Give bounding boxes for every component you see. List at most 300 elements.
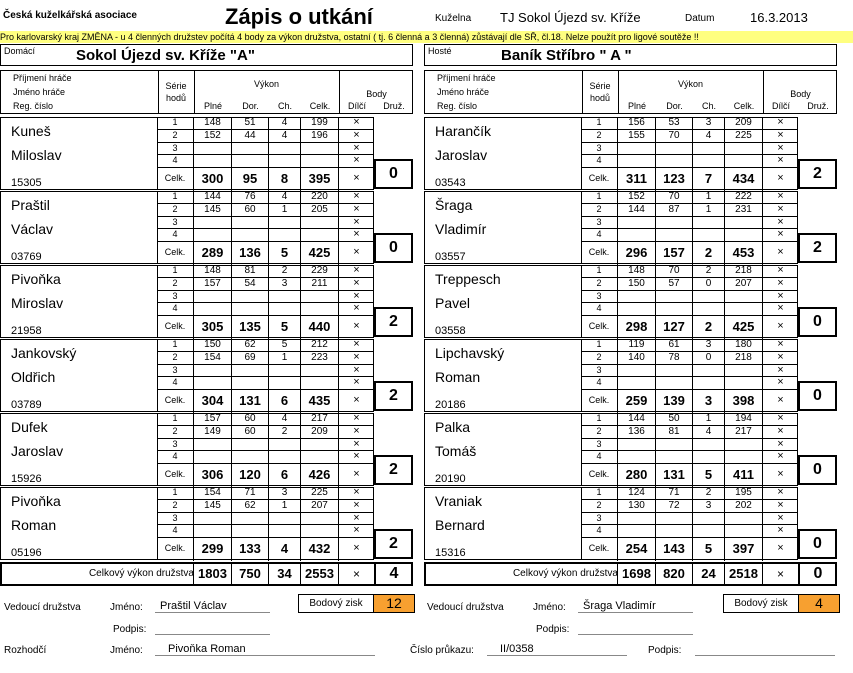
- away-col-body: Body: [790, 89, 811, 99]
- home-dilci-cross-icon: ×: [338, 352, 374, 364]
- home-series-row: [157, 241, 374, 264]
- away-team-points: 0: [798, 564, 836, 584]
- away-value-cell: 296: [617, 242, 655, 265]
- away-value-cell: [724, 229, 762, 241]
- home-team-total-cross-icon: ×: [338, 564, 374, 584]
- home-total-label: Celk.: [164, 395, 186, 406]
- away-series-row: [581, 203, 798, 215]
- away-player-points: 2: [798, 233, 837, 263]
- home-col-celk: Celk.: [309, 101, 331, 111]
- home-dilci-cross-icon: ×: [338, 500, 374, 512]
- away-series-number: 1: [596, 487, 602, 497]
- away-dilci-cross-icon: ×: [762, 316, 798, 339]
- away-series-number: 4: [596, 450, 602, 461]
- away-team-total-cell: 24: [692, 564, 724, 584]
- home-value-cell: [268, 229, 300, 241]
- away-value-cell: 136: [617, 426, 655, 438]
- home-player-firstname: Oldřich: [11, 369, 56, 385]
- home-series-number: 1: [172, 339, 178, 349]
- home-col-vykon: Výkon: [253, 79, 279, 89]
- home-player-reg: 05196: [11, 547, 42, 559]
- away-value-cell: 254: [617, 538, 655, 561]
- away-col-plne: Plné: [627, 101, 646, 111]
- home-player-block: [0, 117, 374, 191]
- home-value-cell: 211: [300, 278, 338, 290]
- away-player-points: 0: [798, 529, 837, 559]
- away-series-number: 1: [596, 265, 602, 275]
- home-player-surname: Dufek: [11, 419, 48, 435]
- away-value-cell: 70: [655, 191, 692, 203]
- away-series-row: [581, 450, 798, 462]
- home-value-cell: [300, 155, 338, 167]
- away-value-cell: 3: [692, 117, 724, 129]
- away-value-cell: [724, 155, 762, 167]
- away-series-number: 3: [596, 364, 602, 375]
- away-dilci-cross-icon: ×: [762, 291, 798, 303]
- away-value-cell: 144: [617, 204, 655, 216]
- away-dilci-cross-icon: ×: [762, 451, 798, 463]
- home-series-number: 4: [172, 524, 178, 535]
- home-team-points: 4: [374, 564, 412, 584]
- away-player-block: [424, 487, 798, 561]
- away-col-prijmeni: Příjmení hráče: [437, 73, 496, 83]
- home-dilci-cross-icon: ×: [338, 339, 374, 351]
- away-series-row: [581, 265, 798, 277]
- home-value-cell: 209: [300, 426, 338, 438]
- away-dilci-cross-icon: ×: [762, 217, 798, 229]
- away-value-cell: 87: [655, 204, 692, 216]
- away-value-cell: 218: [724, 352, 762, 364]
- away-value-cell: 61: [655, 339, 692, 351]
- away-value-cell: [617, 377, 655, 389]
- datum-label: Datum: [685, 13, 715, 24]
- home-series-number: 3: [172, 142, 178, 153]
- away-col-ch: Ch.: [701, 101, 716, 111]
- away-value-cell: [692, 377, 724, 389]
- away-series-number: 2: [596, 352, 602, 363]
- home-player-points: 2: [374, 455, 413, 485]
- home-player-block: [0, 413, 374, 487]
- away-player-surname: Šraga: [435, 197, 473, 213]
- home-col-serie: Série: [165, 81, 187, 91]
- home-series-row: [157, 351, 374, 363]
- home-series-number: 2: [172, 352, 178, 363]
- home-value-cell: 2: [268, 265, 300, 277]
- home-series-row: [157, 315, 374, 338]
- home-dilci-cross-icon: ×: [338, 265, 374, 277]
- away-header-block: [424, 70, 837, 114]
- away-player-surname: Harančík: [435, 123, 492, 139]
- home-value-cell: [231, 155, 268, 167]
- away-value-cell: 148: [617, 265, 655, 277]
- home-series-number: 1: [172, 191, 178, 201]
- away-series-number: 2: [596, 130, 602, 141]
- home-series-number: 3: [172, 216, 178, 227]
- away-series-number: 4: [596, 154, 602, 165]
- home-player-points: 2: [374, 307, 413, 337]
- home-value-cell: 305: [193, 316, 231, 339]
- home-player-reg: 15926: [11, 473, 42, 485]
- away-value-cell: 311: [617, 168, 655, 191]
- home-dilci-cross-icon: ×: [338, 451, 374, 463]
- home-player-surname: Pivoňka: [11, 271, 61, 287]
- home-col-ch: Ch.: [277, 101, 292, 111]
- home-value-cell: [268, 155, 300, 167]
- home-value-cell: [193, 525, 231, 537]
- away-dilci-cross-icon: ×: [762, 390, 798, 413]
- away-dilci-cross-icon: ×: [762, 513, 798, 525]
- away-total-label: Celk.: [588, 321, 610, 332]
- away-value-cell: 127: [655, 316, 692, 339]
- home-value-cell: 60: [231, 426, 268, 438]
- away-dilci-cross-icon: ×: [762, 525, 798, 537]
- away-series-row: [581, 302, 798, 314]
- home-value-cell: [268, 303, 300, 315]
- home-dilci-cross-icon: ×: [338, 525, 374, 537]
- home-series-row: [157, 425, 374, 437]
- away-value-cell: 280: [617, 464, 655, 487]
- home-dilci-cross-icon: ×: [338, 217, 374, 229]
- away-series-row: [581, 413, 798, 425]
- home-series-row: [157, 129, 374, 141]
- away-series-row: [581, 216, 798, 228]
- away-series-row: [581, 438, 798, 450]
- home-series-row: [157, 537, 374, 560]
- away-value-cell: [692, 229, 724, 241]
- away-vedouci-line: [578, 612, 693, 613]
- home-value-cell: 199: [300, 117, 338, 129]
- away-value-cell: 71: [655, 487, 692, 499]
- home-player-firstname: Václav: [11, 221, 54, 237]
- away-dilci-cross-icon: ×: [762, 352, 798, 364]
- away-value-cell: 119: [617, 339, 655, 351]
- away-value-cell: 78: [655, 352, 692, 364]
- away-player-reg: 03543: [435, 177, 466, 189]
- home-series-row: [157, 499, 374, 511]
- away-player-reg: 15316: [435, 547, 466, 559]
- away-value-cell: 70: [655, 130, 692, 142]
- away-team-total-cross-icon: ×: [762, 564, 798, 584]
- away-dilci-cross-icon: ×: [762, 191, 798, 203]
- home-player-reg: 15305: [11, 177, 42, 189]
- away-value-cell: 72: [655, 500, 692, 512]
- home-value-cell: [231, 377, 268, 389]
- home-value-cell: 306: [193, 464, 231, 487]
- home-value-cell: 4: [268, 130, 300, 142]
- away-series-row: [581, 389, 798, 412]
- home-series-row: [157, 203, 374, 215]
- home-dilci-cross-icon: ×: [338, 390, 374, 413]
- home-col-prijmeni: Příjmení hráče: [13, 73, 72, 83]
- home-value-cell: 205: [300, 204, 338, 216]
- away-series-row: [581, 425, 798, 437]
- home-player-firstname: Jaroslav: [11, 443, 64, 459]
- away-value-cell: [617, 155, 655, 167]
- away-value-cell: 1: [692, 413, 724, 425]
- away-podpis-line: [578, 634, 693, 635]
- home-value-cell: 225: [300, 487, 338, 499]
- home-series-row: [157, 191, 374, 203]
- away-value-cell: [692, 525, 724, 537]
- home-value-cell: 212: [300, 339, 338, 351]
- home-team-total-cell: 1803: [193, 564, 231, 584]
- away-value-cell: 298: [617, 316, 655, 339]
- away-value-cell: [692, 155, 724, 167]
- away-series-number: 2: [596, 500, 602, 511]
- home-hdr-sep: [158, 71, 159, 113]
- away-value-cell: 5: [692, 538, 724, 561]
- home-value-cell: [300, 525, 338, 537]
- away-col-serie: Série: [589, 81, 611, 91]
- away-player-reg: 03558: [435, 325, 466, 337]
- home-series-number: 4: [172, 154, 178, 165]
- away-player-firstname: Tomáš: [435, 443, 477, 459]
- away-series-row: [581, 315, 798, 338]
- away-player-firstname: Jaroslav: [435, 147, 488, 163]
- home-series-number: 2: [172, 426, 178, 437]
- away-series-row: [581, 142, 798, 154]
- away-series-number: 3: [596, 290, 602, 301]
- home-series-row: [157, 167, 374, 190]
- away-series-number: 2: [596, 204, 602, 215]
- away-dilci-cross-icon: ×: [762, 377, 798, 389]
- home-dilci-cross-icon: ×: [338, 464, 374, 487]
- away-value-cell: 398: [724, 390, 762, 413]
- home-value-cell: 154: [193, 487, 231, 499]
- away-value-cell: 202: [724, 500, 762, 512]
- away-bodovy-zisk-label: Bodový zisk: [723, 594, 799, 613]
- home-player-surname: Jankovský: [11, 345, 77, 361]
- away-series-number: 4: [596, 302, 602, 313]
- home-col-plne: Plné: [203, 101, 222, 111]
- away-value-cell: 411: [724, 464, 762, 487]
- home-dilci-cross-icon: ×: [338, 303, 374, 315]
- home-col-druz: Druž.: [383, 101, 405, 111]
- away-value-cell: [655, 377, 692, 389]
- away-col-reg: Reg. číslo: [437, 101, 478, 111]
- away-col-jmeno: Jméno hráče: [437, 87, 490, 97]
- home-series-row: [157, 450, 374, 462]
- away-value-cell: 259: [617, 390, 655, 413]
- home-value-cell: 2: [268, 426, 300, 438]
- home-player-surname: Kuneš: [11, 123, 51, 139]
- home-col-hodu: hodů: [165, 93, 187, 103]
- home-value-cell: 6: [268, 464, 300, 487]
- home-podpis-label: Podpis:: [113, 624, 147, 635]
- home-dilci-cross-icon: ×: [338, 513, 374, 525]
- away-series-row: [581, 537, 798, 560]
- away-value-cell: 180: [724, 339, 762, 351]
- away-caption: Hosté: [428, 46, 452, 56]
- away-value-cell: [655, 303, 692, 315]
- home-value-cell: [193, 303, 231, 315]
- home-value-cell: 1: [268, 204, 300, 216]
- home-team-box: [0, 44, 413, 66]
- home-value-cell: 440: [300, 316, 338, 339]
- home-team-total-row: [0, 562, 413, 586]
- away-hdr-sep: [582, 71, 583, 113]
- away-value-cell: 3: [692, 500, 724, 512]
- away-vedouci-name: Šraga Vladimír: [583, 600, 656, 612]
- home-team-total-cell: 750: [231, 564, 268, 584]
- away-value-cell: 1: [692, 191, 724, 203]
- home-value-cell: [268, 525, 300, 537]
- home-player-block: [0, 191, 374, 265]
- home-player-block: [0, 265, 374, 339]
- kuzelna-label: Kuželna: [435, 13, 472, 24]
- home-series-row: [157, 376, 374, 388]
- away-team-total-cell: 2518: [724, 564, 762, 584]
- home-total-label: Celk.: [164, 247, 186, 258]
- home-series-row: [157, 290, 374, 302]
- home-dilci-cross-icon: ×: [338, 117, 374, 129]
- home-col-dor: Dor.: [242, 101, 259, 111]
- home-series-number: 4: [172, 228, 178, 239]
- home-series-row: [157, 265, 374, 277]
- away-dilci-cross-icon: ×: [762, 117, 798, 129]
- home-value-cell: 150: [193, 339, 231, 351]
- away-hdr-sep: [618, 71, 619, 113]
- home-value-cell: 6: [268, 390, 300, 413]
- away-player-block: [424, 413, 798, 487]
- home-team-total-cell: 2553: [300, 564, 338, 584]
- rozhodci-podpis-line: [695, 655, 835, 656]
- home-series-row: [157, 117, 374, 129]
- home-col-body: Body: [366, 89, 387, 99]
- home-value-cell: 8: [268, 168, 300, 191]
- home-value-cell: 120: [231, 464, 268, 487]
- away-col-dilci: Dílčí: [772, 101, 790, 111]
- home-value-cell: 3: [268, 487, 300, 499]
- home-value-cell: 223: [300, 352, 338, 364]
- home-series-number: 4: [172, 302, 178, 313]
- home-value-cell: 144: [193, 191, 231, 203]
- away-value-cell: 397: [724, 538, 762, 561]
- away-dilci-cross-icon: ×: [762, 242, 798, 265]
- away-dilci-cross-icon: ×: [762, 500, 798, 512]
- home-value-cell: 217: [300, 413, 338, 425]
- away-value-cell: 231: [724, 204, 762, 216]
- away-value-cell: 124: [617, 487, 655, 499]
- datum-value: 16.3.2013: [750, 10, 808, 25]
- away-value-cell: 207: [724, 278, 762, 290]
- home-dilci-cross-icon: ×: [338, 316, 374, 339]
- home-series-row: [157, 487, 374, 499]
- home-series-row: [157, 463, 374, 486]
- home-bodovy-zisk-label: Bodový zisk: [298, 594, 374, 613]
- away-team-total-cell: 1698: [617, 564, 655, 584]
- home-team-name: Sokol Újezd sv. Kříže "A": [76, 47, 255, 64]
- home-value-cell: 136: [231, 242, 268, 265]
- away-dilci-cross-icon: ×: [762, 464, 798, 487]
- home-dilci-cross-icon: ×: [338, 229, 374, 241]
- away-series-row: [581, 228, 798, 240]
- away-value-cell: 218: [724, 265, 762, 277]
- away-col-dor: Dor.: [666, 101, 683, 111]
- away-series-number: 4: [596, 376, 602, 387]
- home-bodovy-zisk-value: 12: [373, 594, 415, 613]
- away-value-cell: 3: [692, 390, 724, 413]
- away-value-cell: 453: [724, 242, 762, 265]
- home-value-cell: 220: [300, 191, 338, 203]
- away-team-total-cell: 820: [655, 564, 692, 584]
- away-series-row: [581, 351, 798, 363]
- home-series-number: 2: [172, 278, 178, 289]
- away-series-row: [581, 191, 798, 203]
- away-value-cell: [617, 451, 655, 463]
- home-value-cell: 3: [268, 278, 300, 290]
- away-value-cell: 0: [692, 352, 724, 364]
- home-value-cell: 1: [268, 352, 300, 364]
- away-value-cell: [724, 377, 762, 389]
- away-player-surname: Lipchavský: [435, 345, 505, 361]
- away-total-label: Celk.: [588, 543, 610, 554]
- home-value-cell: 395: [300, 168, 338, 191]
- home-value-cell: [193, 451, 231, 463]
- away-podpis-label: Podpis:: [536, 624, 570, 635]
- away-dilci-cross-icon: ×: [762, 143, 798, 155]
- away-series-number: 3: [596, 216, 602, 227]
- away-col-celk: Celk.: [733, 101, 755, 111]
- home-value-cell: 76: [231, 191, 268, 203]
- home-value-cell: 229: [300, 265, 338, 277]
- away-dilci-cross-icon: ×: [762, 439, 798, 451]
- home-dilci-cross-icon: ×: [338, 413, 374, 425]
- rozhodci-podpis-label: Podpis:: [648, 645, 682, 656]
- away-total-label: Celk.: [588, 469, 610, 480]
- away-col-druz: Druž.: [807, 101, 829, 111]
- home-value-cell: [300, 377, 338, 389]
- away-value-cell: 2: [692, 242, 724, 265]
- home-value-cell: 299: [193, 538, 231, 561]
- away-value-cell: 0: [692, 278, 724, 290]
- away-series-number: 1: [596, 339, 602, 349]
- away-dilci-cross-icon: ×: [762, 265, 798, 277]
- away-series-row: [581, 512, 798, 524]
- rozhodci-jmeno-label: Jméno:: [110, 645, 143, 656]
- away-vedouci-label: Vedoucí družstva: [427, 602, 504, 613]
- home-value-cell: 148: [193, 265, 231, 277]
- away-value-cell: [724, 451, 762, 463]
- away-team-box: [424, 44, 837, 66]
- home-total-label: Celk.: [164, 173, 186, 184]
- away-series-number: 3: [596, 438, 602, 449]
- away-player-reg: 20186: [435, 399, 466, 411]
- home-series-row: [157, 302, 374, 314]
- home-value-cell: 432: [300, 538, 338, 561]
- home-dilci-cross-icon: ×: [338, 487, 374, 499]
- home-value-cell: 5: [268, 316, 300, 339]
- away-series-number: 1: [596, 413, 602, 423]
- away-value-cell: [617, 303, 655, 315]
- home-player-points: 0: [374, 159, 413, 189]
- home-value-cell: [268, 377, 300, 389]
- away-player-block: [424, 339, 798, 413]
- home-team-total-cell: 34: [268, 564, 300, 584]
- away-value-cell: 3: [692, 339, 724, 351]
- home-vedouci-line: [155, 612, 270, 613]
- home-series-row: [157, 277, 374, 289]
- away-series-number: 3: [596, 512, 602, 523]
- home-player-reg: 21958: [11, 325, 42, 337]
- home-value-cell: 51: [231, 117, 268, 129]
- away-value-cell: 57: [655, 278, 692, 290]
- away-player-surname: Vraniak: [435, 493, 482, 509]
- home-value-cell: 4: [268, 413, 300, 425]
- home-dilci-cross-icon: ×: [338, 155, 374, 167]
- away-value-cell: 131: [655, 464, 692, 487]
- away-total-label: Celk.: [588, 247, 610, 258]
